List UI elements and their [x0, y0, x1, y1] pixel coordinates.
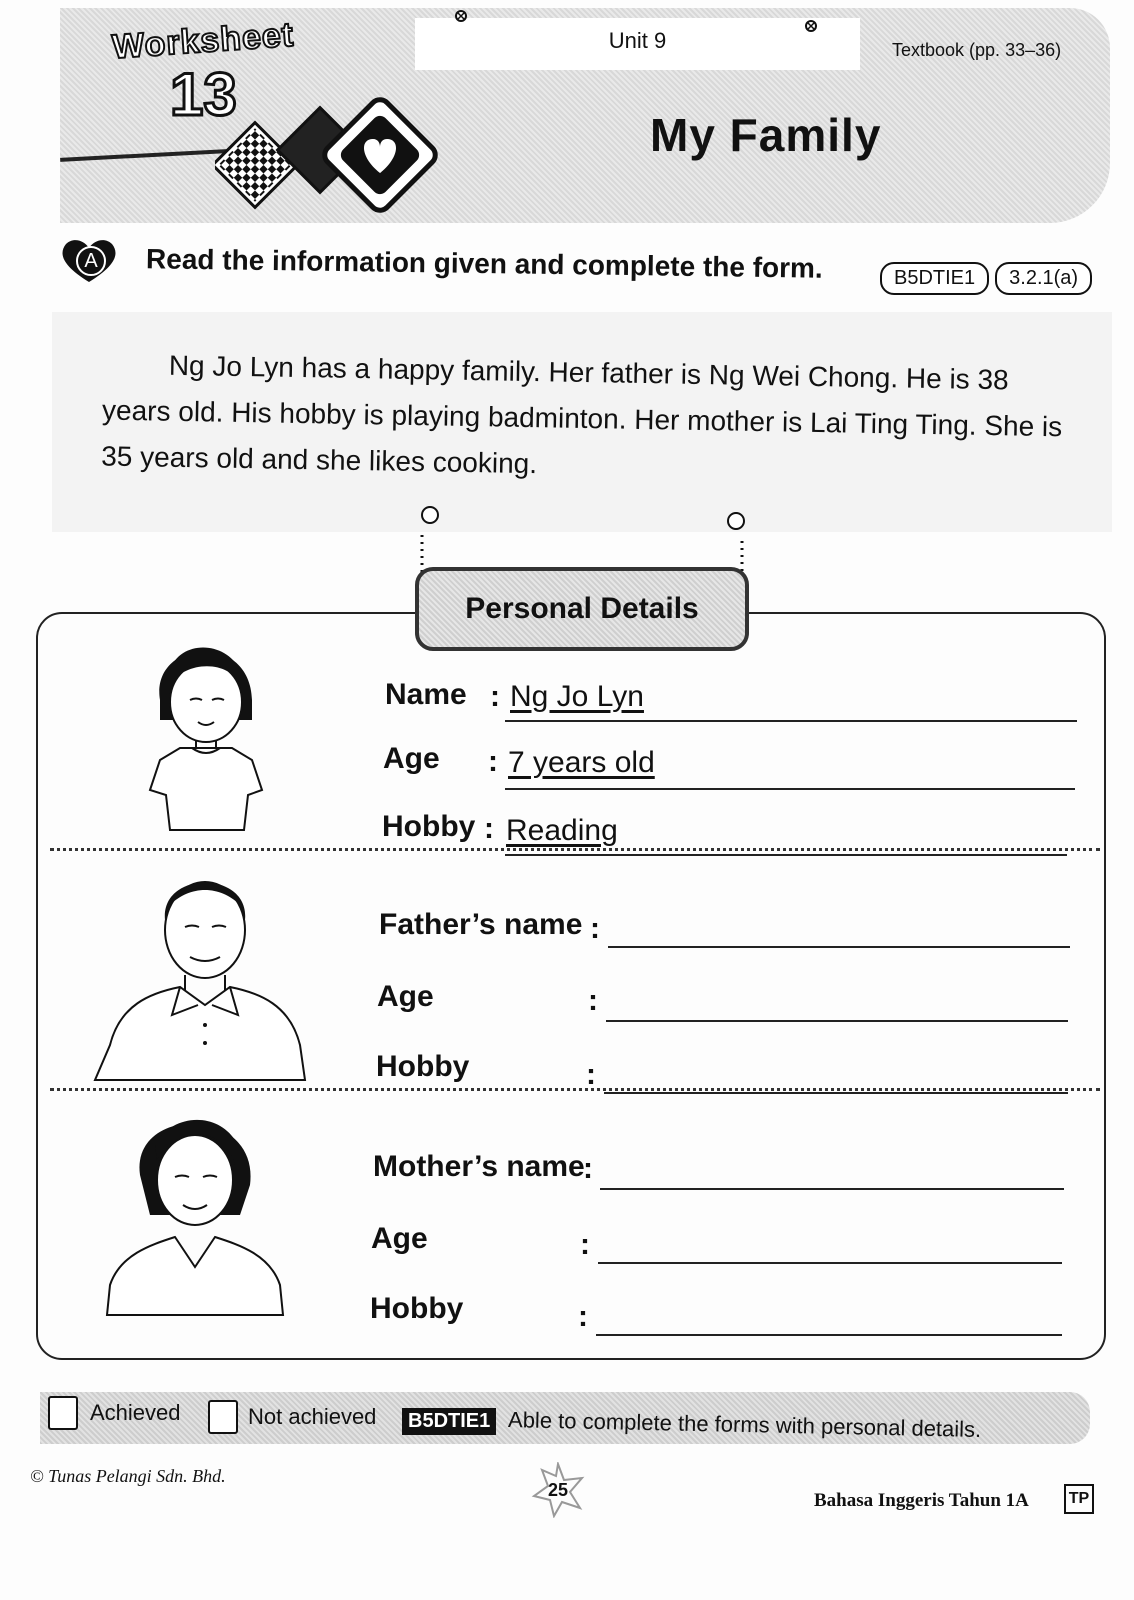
colon: :: [583, 1152, 593, 1185]
pin-icon: [455, 10, 467, 22]
child-hobby-line: [505, 854, 1067, 856]
child-age-line: [505, 788, 1075, 790]
instruction-text: Read the information given and complete the form.: [145, 243, 823, 284]
standard-code-tag: B5DTIE1: [880, 262, 989, 295]
mother-hobby-label: Hobby: [370, 1292, 464, 1325]
assessment-code: B5DTIE1: [402, 1408, 496, 1435]
section-letter: A: [76, 246, 106, 276]
form-heading: Personal Details: [415, 567, 749, 651]
mother-age-input[interactable]: [598, 1262, 1062, 1264]
assessment-description: Able to complete the forms with personal details.: [507, 1407, 982, 1442]
copyright: © Tunas Pelangi Sdn. Bhd.: [30, 1466, 226, 1486]
mother-name-input[interactable]: [600, 1188, 1064, 1190]
page-number-text: 25: [547, 1479, 569, 1500]
father-hobby-input[interactable]: [604, 1092, 1068, 1094]
mother-name-label: Mother’s name: [373, 1150, 585, 1183]
child-age-label: Age: [383, 742, 440, 775]
father-name-label: Father’s name: [379, 908, 583, 941]
colon: :: [590, 912, 600, 945]
father-age-label: Age: [377, 980, 434, 1013]
row-divider: [50, 1088, 1100, 1091]
worksheet-label: Worksheet: [110, 15, 296, 67]
mother-illustration: [95, 1105, 295, 1320]
mother-age-label: Age: [371, 1222, 428, 1255]
not-achieved-checkbox[interactable]: [208, 1400, 238, 1434]
colon: :: [484, 812, 494, 845]
textbook-reference: Textbook (pp. 33–36): [892, 40, 1062, 60]
book-title: Bahasa Inggeris Tahun 1A: [814, 1490, 1029, 1511]
heart-tiles-icon: [215, 95, 445, 215]
colon: :: [490, 680, 500, 713]
achieved-checkbox[interactable]: [48, 1396, 78, 1430]
colon: :: [580, 1228, 590, 1261]
not-achieved-label: Not achieved: [248, 1404, 377, 1429]
colon: :: [588, 984, 598, 1017]
child-hobby-value[interactable]: Reading: [506, 814, 618, 847]
reading-passage: [52, 312, 1112, 532]
child-name-label: Name: [385, 678, 467, 711]
unit-label: Unit 9: [415, 18, 860, 70]
standard-number-tag: 3.2.1(a): [995, 262, 1092, 295]
father-hobby-label: Hobby: [376, 1050, 470, 1083]
father-name-input[interactable]: [608, 946, 1070, 948]
father-age-input[interactable]: [606, 1020, 1068, 1022]
passage-text: Ng Jo Lyn has a happy family. Her father is Ng Wei Chong. He is 38 years old. His hobby is playing badminton. Her mother is Lai Ting Ting. She is 35 years old and she likes cooking.: [101, 349, 1063, 480]
girl-illustration: [140, 630, 270, 840]
page-number: [530, 1462, 586, 1518]
colon: :: [586, 1058, 596, 1091]
row-divider: [50, 848, 1100, 851]
child-hobby-label: Hobby: [382, 810, 476, 843]
colon: :: [578, 1300, 588, 1333]
worksheet-number: 13: [170, 61, 237, 128]
skill-tags: [880, 262, 1092, 295]
colon: :: [488, 745, 498, 778]
child-age-value[interactable]: 7 years old: [508, 746, 655, 779]
publisher-logo: TP: [1064, 1484, 1094, 1514]
section-a-badge: [58, 238, 120, 284]
father-illustration: [90, 865, 310, 1085]
child-name-value[interactable]: Ng Jo Lyn: [510, 680, 644, 713]
mother-hobby-input[interactable]: [596, 1334, 1062, 1336]
page-title: My Family: [650, 109, 882, 161]
achieved-label: Achieved: [90, 1400, 181, 1425]
pin-icon: [805, 20, 817, 32]
child-name-line: [505, 720, 1077, 722]
